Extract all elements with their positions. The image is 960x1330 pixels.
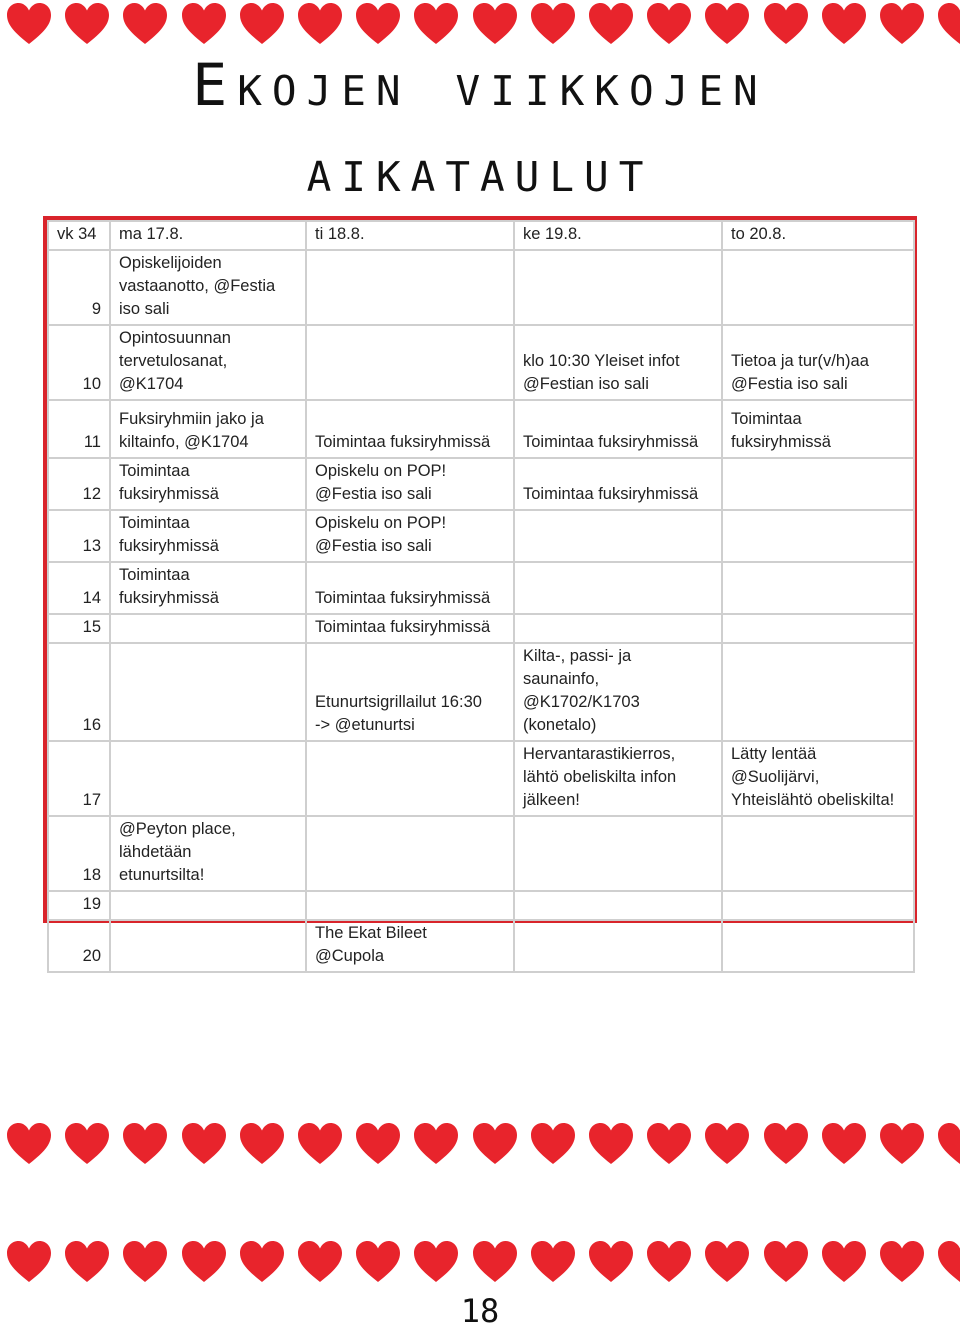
schedule-cell (110, 741, 306, 816)
heart-icon (407, 1238, 465, 1286)
schedule-table-frame (43, 216, 917, 965)
table-row (48, 643, 914, 741)
heart-icon (175, 0, 233, 48)
day-header: to 20.8. (722, 221, 914, 250)
schedule-cell (514, 891, 722, 920)
schedule-cell: Opiskelu on POP! @Festia iso sali (306, 458, 514, 510)
schedule-cell: Lätty lentää @Suolijärvi, Yhteislähtö obeliskilta! (722, 741, 914, 816)
heart-icon (291, 1238, 349, 1286)
schedule-cell: Toimintaa fuksiryhmissä (514, 458, 722, 510)
schedule-header-row (48, 221, 914, 250)
schedule-cell: Tietoa ja tur(v/h)aa @Festia iso sali (722, 325, 914, 400)
schedule-cell (110, 920, 306, 972)
schedule-cell: Opintosuunnan tervetulosanat, @K1704 (110, 325, 306, 400)
heart-icon (931, 0, 960, 48)
heart-icon (640, 1238, 698, 1286)
schedule-cell (514, 816, 722, 891)
hour-label: 16 (48, 643, 110, 741)
schedule-cell (722, 816, 914, 891)
heart-icon (116, 1120, 174, 1168)
heart-icon (756, 1238, 814, 1286)
schedule-cell: Hervantarastikierros, lähtö obeliskilta infon jälkeen! (514, 741, 722, 816)
heart-icon (931, 1120, 960, 1168)
table-row (48, 614, 914, 643)
heart-icon (0, 0, 58, 48)
schedule-cell (514, 510, 722, 562)
heart-icon (349, 1238, 407, 1286)
table-row (48, 510, 914, 562)
heart-icon (698, 1120, 756, 1168)
heart-icon (582, 1120, 640, 1168)
table-row (48, 400, 914, 458)
schedule-cell (722, 614, 914, 643)
schedule-cell (722, 891, 914, 920)
schedule-cell (110, 891, 306, 920)
schedule-table (47, 220, 915, 973)
hour-label: 12 (48, 458, 110, 510)
schedule-cell: Opiskelu on POP! @Festia iso sali (306, 510, 514, 562)
page-title-line-1: Ekojen viikkojen (192, 51, 768, 119)
hour-label: 9 (48, 250, 110, 325)
day-header: ma 17.8. (110, 221, 306, 250)
heart-icon (233, 1120, 291, 1168)
heart-icon (756, 0, 814, 48)
heart-icon (233, 0, 291, 48)
table-row (48, 250, 914, 325)
schedule-cell: Kilta-, passi- ja saunainfo, @K1702/K1703 (konetalo) (514, 643, 722, 741)
schedule-cell (722, 458, 914, 510)
heart-icon (349, 1120, 407, 1168)
schedule-cell (110, 643, 306, 741)
schedule-cell: Toimintaa fuksiryhmissä (722, 400, 914, 458)
heart-icon (873, 1120, 931, 1168)
schedule-cell (306, 891, 514, 920)
schedule-cell: Toimintaa fuksiryhmissä (110, 562, 306, 614)
hour-label: 13 (48, 510, 110, 562)
heart-icon (291, 0, 349, 48)
heart-icon (873, 0, 931, 48)
schedule-cell (722, 920, 914, 972)
hour-label: 10 (48, 325, 110, 400)
heart-icon (815, 0, 873, 48)
schedule-cell (306, 250, 514, 325)
heart-icon (640, 1120, 698, 1168)
schedule-cell (306, 741, 514, 816)
schedule-cell (514, 920, 722, 972)
hour-label: 14 (48, 562, 110, 614)
heart-icon (931, 1238, 960, 1286)
heart-icon (466, 0, 524, 48)
schedule-cell: klo 10:30 Yleiset infot @Festian iso sali (514, 325, 722, 400)
schedule-cell (722, 562, 914, 614)
heart-icon (698, 1238, 756, 1286)
schedule-cell (514, 250, 722, 325)
heart-row-top (0, 0, 960, 48)
schedule-cell: Toimintaa fuksiryhmissä (306, 400, 514, 458)
schedule-cell (306, 816, 514, 891)
schedule-cell (110, 614, 306, 643)
schedule-cell: Toimintaa fuksiryhmissä (306, 614, 514, 643)
schedule-cell: Fuksiryhmiin jako ja kiltainfo, @K1704 (110, 400, 306, 458)
heart-icon (175, 1120, 233, 1168)
heart-icon (233, 1238, 291, 1286)
table-row (48, 458, 914, 510)
schedule-cell: Toimintaa fuksiryhmissä (110, 510, 306, 562)
heart-icon (582, 1238, 640, 1286)
hour-label: 11 (48, 400, 110, 458)
day-header: ti 18.8. (306, 221, 514, 250)
page-title-line-2: aikataulut (306, 137, 654, 205)
schedule-cell (514, 562, 722, 614)
heart-icon (698, 0, 756, 48)
table-row (48, 741, 914, 816)
schedule-cell (722, 250, 914, 325)
heart-icon (58, 1120, 116, 1168)
schedule-cell: @Peyton place, lähdetään etunurtsilta! (110, 816, 306, 891)
table-row (48, 920, 914, 972)
heart-icon (116, 1238, 174, 1286)
hour-label: 17 (48, 741, 110, 816)
heart-icon (116, 0, 174, 48)
heart-icon (407, 0, 465, 48)
heart-icon (640, 0, 698, 48)
schedule-cell: The Ekat Bileet @Cupola (306, 920, 514, 972)
hour-label: 20 (48, 920, 110, 972)
table-row (48, 891, 914, 920)
heart-icon (466, 1120, 524, 1168)
heart-icon (873, 1238, 931, 1286)
heart-icon (349, 0, 407, 48)
heart-icon (524, 1120, 582, 1168)
schedule-cell: Toimintaa fuksiryhmissä (306, 562, 514, 614)
week-header: vk 34 (48, 221, 110, 250)
schedule-cell: Opiskelijoiden vastaanotto, @Festia iso sali (110, 250, 306, 325)
heart-icon (756, 1120, 814, 1168)
schedule-cell: Toimintaa fuksiryhmissä (514, 400, 722, 458)
hour-label: 18 (48, 816, 110, 891)
heart-row-middle (0, 1120, 960, 1168)
heart-icon (0, 1120, 58, 1168)
heart-icon (58, 1238, 116, 1286)
heart-icon (58, 0, 116, 48)
heart-icon (291, 1120, 349, 1168)
heart-icon (524, 0, 582, 48)
heart-icon (815, 1238, 873, 1286)
schedule-cell (306, 325, 514, 400)
table-row (48, 562, 914, 614)
schedule-cell (722, 510, 914, 562)
table-row (48, 816, 914, 891)
heart-icon (175, 1238, 233, 1286)
schedule-cell: Toimintaa fuksiryhmissä (110, 458, 306, 510)
hour-label: 15 (48, 614, 110, 643)
heart-icon (524, 1238, 582, 1286)
heart-icon (407, 1120, 465, 1168)
heart-row-bottom (0, 1238, 960, 1286)
schedule-cell (722, 643, 914, 741)
table-row (48, 325, 914, 400)
day-header: ke 19.8. (514, 221, 722, 250)
heart-icon (582, 0, 640, 48)
hour-label: 19 (48, 891, 110, 920)
heart-icon (815, 1120, 873, 1168)
heart-icon (0, 1238, 58, 1286)
page-number: 18 (460, 1292, 500, 1330)
heart-icon (466, 1238, 524, 1286)
schedule-cell (514, 614, 722, 643)
schedule-cell: Etunurtsigrillailut 16:30 -> @etunurtsi (306, 643, 514, 741)
